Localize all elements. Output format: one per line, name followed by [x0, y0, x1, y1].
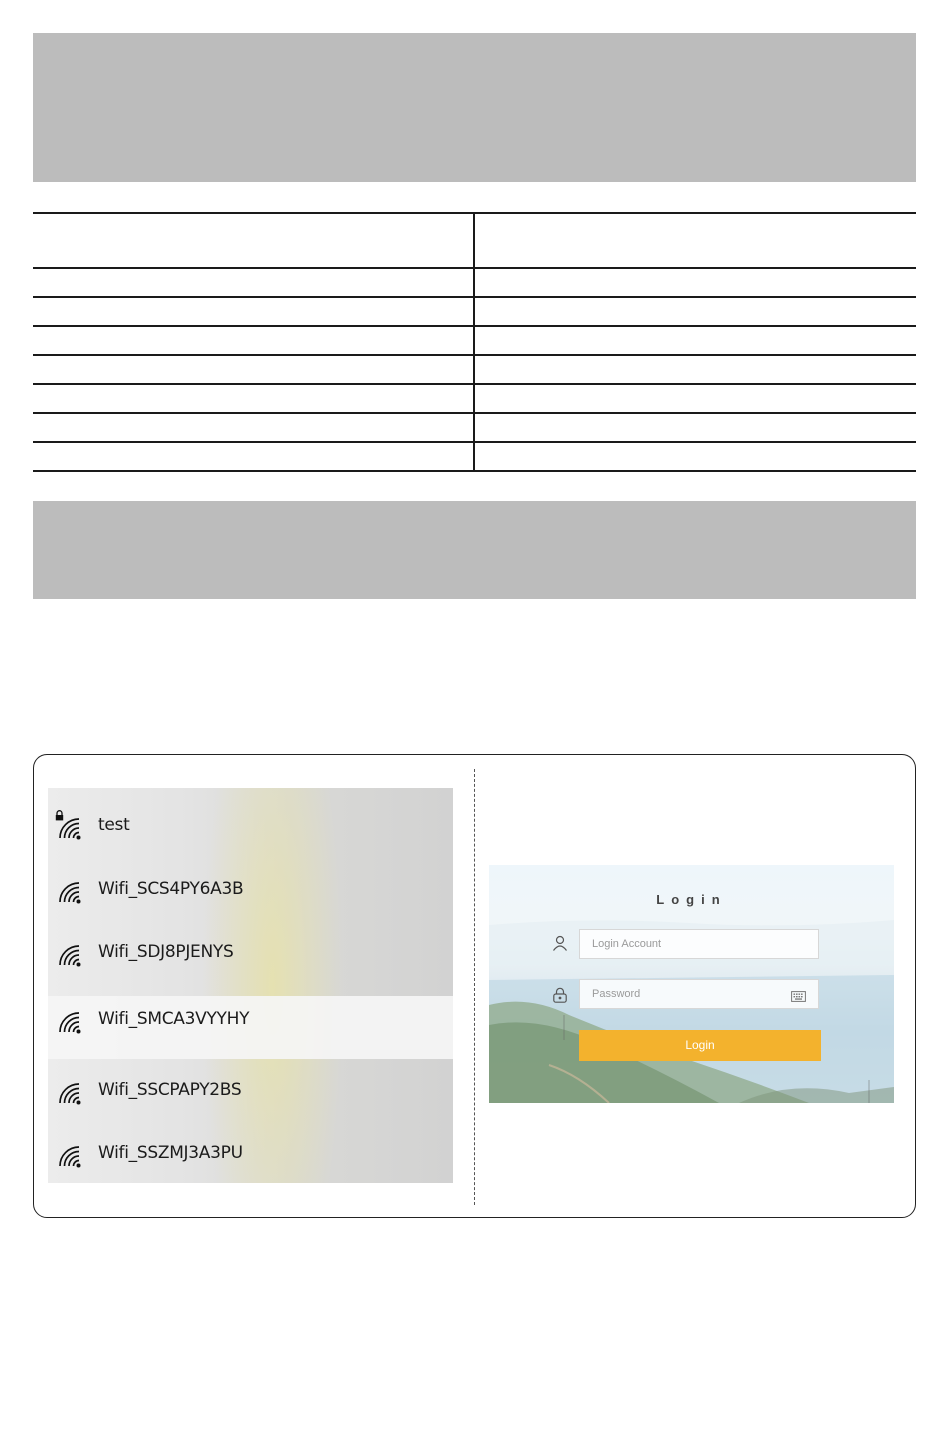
- wifi-network-name: Wifi_SSZMJ3A3PU: [98, 1143, 243, 1163]
- table-row: [33, 268, 916, 297]
- wifi-signal-icon: [57, 1010, 83, 1036]
- section-band: [33, 501, 916, 599]
- table-header-row: [33, 213, 916, 268]
- login-button[interactable]: Login: [579, 1030, 821, 1061]
- table-row: [33, 442, 916, 471]
- keyboard-icon[interactable]: [791, 989, 806, 1007]
- padlock-icon: [552, 987, 568, 1008]
- header-band: [33, 33, 916, 182]
- table-row: [33, 326, 916, 355]
- user-icon: [552, 935, 568, 956]
- login-screen: [489, 865, 894, 1103]
- wifi-signal-icon: [57, 880, 83, 906]
- wifi-signal-icon: [57, 816, 83, 842]
- wifi-network-list: [48, 788, 453, 1183]
- wifi-network-name: Wifi_SCS4PY6A3B: [98, 879, 244, 899]
- password-input[interactable]: [579, 979, 819, 1009]
- login-account-input[interactable]: [579, 929, 819, 959]
- wifi-signal-icon: [57, 943, 83, 969]
- table-row: [33, 413, 916, 442]
- wifi-network-item[interactable]: [48, 860, 453, 923]
- wifi-network-name: test: [98, 815, 130, 835]
- wifi-network-item[interactable]: [48, 796, 453, 859]
- wifi-signal-icon: [57, 1144, 83, 1170]
- table-row: [33, 384, 916, 413]
- wifi-network-item-selected[interactable]: [48, 996, 453, 1059]
- wifi-signal-icon: [57, 1081, 83, 1107]
- wifi-network-item[interactable]: [48, 1124, 453, 1183]
- login-account-placeholder: Login Account: [592, 938, 662, 950]
- figure-divider: [474, 769, 475, 1205]
- password-placeholder: Password: [592, 988, 641, 1000]
- wifi-network-name: Wifi_SSCPAPY2BS: [98, 1080, 242, 1100]
- table-row: [33, 297, 916, 326]
- wifi-network-name: Wifi_SMCA3VYYHY: [98, 1009, 250, 1029]
- table-row: [33, 355, 916, 384]
- wifi-network-item[interactable]: [48, 923, 453, 986]
- spec-table: [33, 212, 916, 472]
- wifi-network-item[interactable]: [48, 1061, 453, 1124]
- login-title: Login: [656, 892, 727, 907]
- wifi-network-name: Wifi_SDJ8PJENYS: [98, 942, 234, 962]
